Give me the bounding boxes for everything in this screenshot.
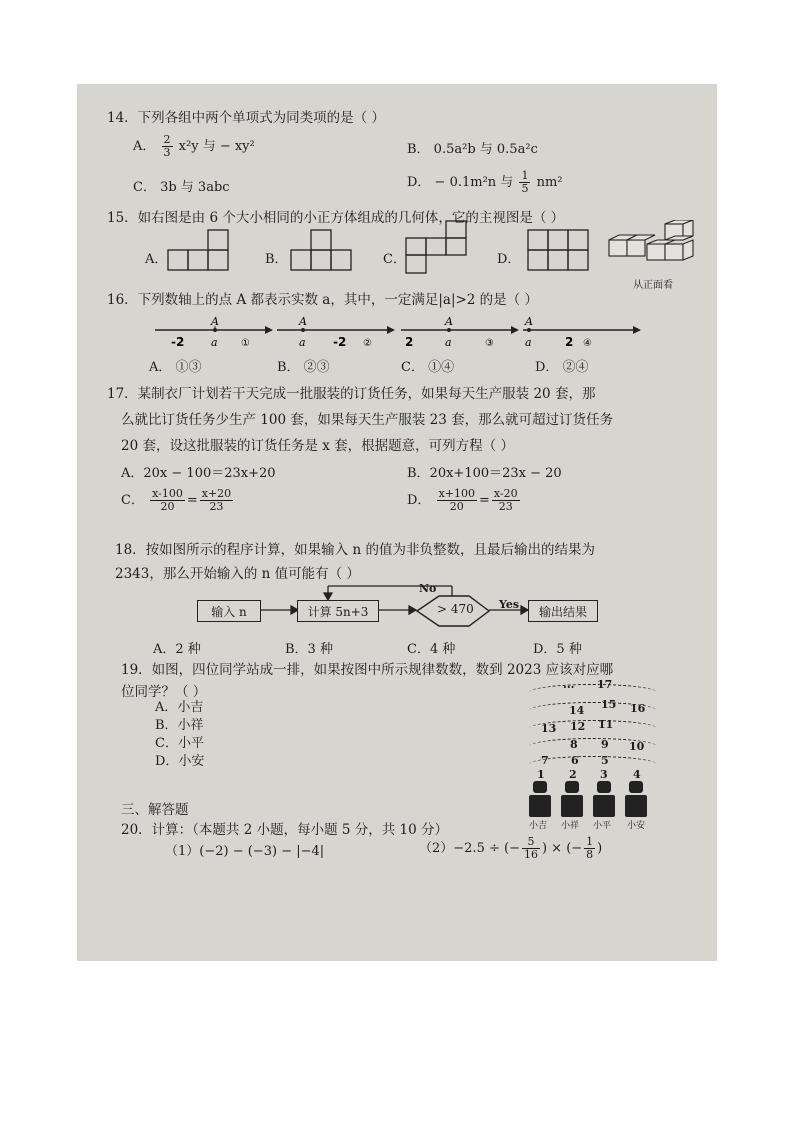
- person-icon: [625, 781, 647, 817]
- flow-yes-label: Yes: [499, 598, 520, 611]
- q19-option-d: D．小安: [155, 754, 205, 769]
- q16-axis-3-point: A: [445, 316, 453, 328]
- q16-option-a: A． ①③: [149, 360, 202, 375]
- q18-line-1: 18．按如图所示的程序计算，如果输入 n 的值为非负整数，且最后输出的结果为: [115, 542, 595, 558]
- q15-solid-figure: [605, 220, 697, 272]
- q16-axis-2-var: a: [299, 336, 306, 349]
- q16-axis-3-circle: ③: [485, 338, 494, 349]
- q14-option-b: B． 0.5a²b 与 0.5a²c: [407, 142, 538, 157]
- q14-option-d: D． − 0.1m²n 与 $\frac{1}{5}$ nm²: [407, 169, 563, 195]
- num-1: 1: [537, 768, 545, 781]
- num-9: 9: [601, 738, 609, 751]
- q16-axis-1: [153, 316, 273, 352]
- q15-view-c: [405, 220, 467, 274]
- num-5: 5: [601, 754, 609, 767]
- q17-option-c: C． $\frac{x-100}{20}$ = $\frac{x+20}{23}$: [121, 487, 232, 513]
- q17-option-a: A．20x − 100＝23x+20: [121, 466, 276, 481]
- q15-option-b-label: B．: [265, 252, 288, 267]
- q16-axis-2-circle: ②: [363, 338, 372, 349]
- num-11: 11: [598, 718, 614, 731]
- q15-view-d: [527, 229, 589, 271]
- num-17: 17: [597, 678, 613, 691]
- num-14: 14: [569, 704, 585, 717]
- q14-option-a: A． $\frac{2}{3}$ x²y 与 − xy²: [133, 133, 255, 159]
- name-0: 小吉: [529, 821, 548, 831]
- num-16: 16: [630, 702, 646, 715]
- q16-axis-1-point: A: [211, 316, 219, 328]
- q18-option-c: C．4 种: [407, 642, 456, 657]
- q15-view-note: 从正面看: [633, 280, 673, 291]
- q16-axis-3-var: a: [445, 336, 452, 349]
- q19-option-b: B．小祥: [155, 718, 204, 733]
- q19-line-1: 19．如图，四位同学站成一排，如果按图中所示规律数数，数到 2023 应该对应哪: [121, 662, 614, 678]
- q19-option-c: C．小平: [155, 736, 204, 751]
- q20-part-1: （1）(−2) − (−3) − |−4|: [165, 844, 325, 859]
- q15-option-d-label: D．: [497, 252, 521, 267]
- q18-option-b: B．3 种: [285, 642, 333, 657]
- q19-option-a: A．小吉: [155, 700, 204, 715]
- q15-view-b: [290, 229, 352, 271]
- flow-output-box: 输出结果: [528, 600, 598, 622]
- q17-option-d: D． $\frac{x+100}{20}$ = $\frac{x-20}{23}$: [407, 487, 518, 513]
- num-6: 6: [571, 754, 579, 767]
- q14-stem: 14．下列各组中两个单项式为同类项的是（ ）: [107, 110, 385, 126]
- q16-option-b: B． ②③: [277, 360, 330, 375]
- q16-axis-3-num: 2: [405, 335, 414, 349]
- q16-axis-1-circle: ①: [241, 338, 250, 349]
- name-2: 小平: [593, 821, 612, 831]
- q18-line-2: 2343，那么开始输入的 n 值可能有（ ）: [115, 566, 360, 582]
- q16-axis-4-num: 2: [565, 335, 574, 349]
- num-13: 13: [541, 722, 557, 735]
- q17-line-1: 17．某制衣厂计划若干天完成一批服装的订货任务，如果每天生产服装 20 套，那: [107, 386, 596, 402]
- q16-axis-4-point: A: [525, 316, 533, 328]
- q19-line-2: 位同学？（ ）: [121, 684, 207, 700]
- q15-option-a-label: A．: [145, 252, 168, 267]
- q15-option-c-label: C．: [383, 252, 406, 267]
- q14-option-c: C． 3b 与 3abc: [133, 180, 230, 195]
- flow-compute-box: 计算 5n+3: [297, 600, 379, 622]
- num-2: 2: [569, 768, 577, 781]
- num-10: 10: [629, 740, 645, 753]
- person-icon: [529, 781, 551, 817]
- arc-1: [529, 684, 657, 701]
- name-1: 小祥: [561, 821, 580, 831]
- q16-axis-2: [275, 316, 395, 352]
- q16-stem: 16．下列数轴上的点 A 都表示实数 a，其中，一定满足|a|>2 的是（ ）: [107, 292, 538, 308]
- q16-axis-1-var: a: [211, 336, 218, 349]
- num-15: 15: [601, 698, 617, 711]
- q16-axis-4: [521, 316, 641, 352]
- num-ellipsis: ...: [563, 678, 575, 691]
- q16-axis-4-circle: ④: [583, 338, 592, 349]
- q18-option-d: D．5 种: [533, 642, 582, 657]
- num-3: 3: [600, 768, 608, 781]
- q20-part-2: （2）−2.5 ÷ (− $\frac{5}{16}$ ) × (− $\frac{1}{8}$ ): [419, 835, 603, 861]
- flow-condition-label: > 470: [437, 602, 474, 616]
- num-12: 12: [570, 720, 586, 733]
- num-4: 4: [633, 768, 641, 781]
- flow-no-label: No: [419, 582, 437, 595]
- q18-option-a: A．2 种: [153, 642, 201, 657]
- q20-stem: 20．计算：（本题共 2 小题，每小题 5 分，共 10 分）: [121, 822, 449, 838]
- flow-input-box: 输入 n: [197, 600, 261, 622]
- q16-option-d: D． ②④: [535, 360, 589, 375]
- q17-line-2: 么就比订货任务少生产 100 套，如果每天生产服装 23 套，那么就可超过订货任务: [121, 412, 614, 428]
- exam-paper: [77, 84, 717, 961]
- person-icon: [593, 781, 615, 817]
- person-icon: [561, 781, 583, 817]
- q16-axis-3: [399, 316, 519, 352]
- num-8: 8: [570, 738, 578, 751]
- num-7: 7: [541, 754, 549, 767]
- q17-line-3: 20 套，设这批服装的订货任务是 x 套，根据题意，可列方程（ ）: [121, 438, 514, 454]
- q16-axis-2-point: A: [299, 316, 307, 328]
- name-3: 小安: [627, 821, 646, 831]
- q15-view-a: [167, 229, 229, 271]
- q16-axis-4-var: a: [525, 336, 532, 349]
- q17-option-b: B．20x+100＝23x − 20: [407, 466, 562, 481]
- q16-option-c: C． ①④: [401, 360, 455, 375]
- section3-title: 三、解答题: [121, 802, 189, 818]
- q16-axis-1-num: -2: [171, 335, 185, 349]
- q15-stem: 15．如右图是由 6 个大小相同的小正方体组成的几何体，它的主视图是（ ）: [107, 210, 565, 226]
- q16-axis-2-num: -2: [333, 335, 347, 349]
